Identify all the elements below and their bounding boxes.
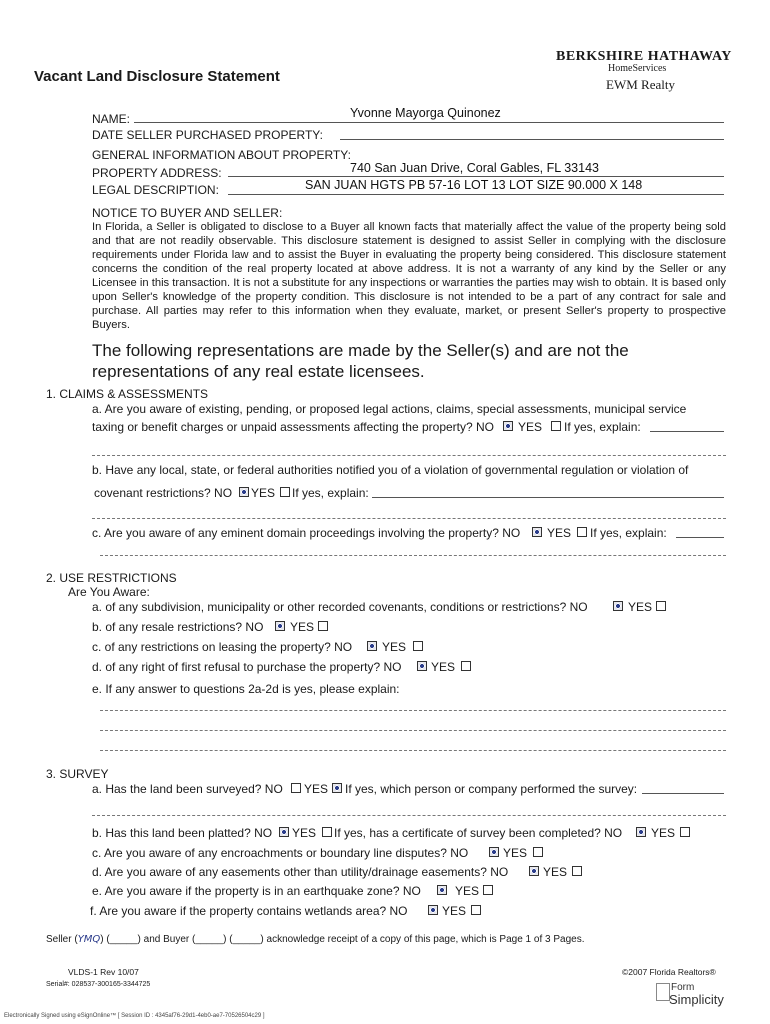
q3c-yes-checkbox[interactable] — [533, 847, 543, 857]
q3b-text: b. Has this land been platted? NO — [92, 826, 273, 840]
q1c-text: c. Are you aware of any eminent domain proceedings involving the property? NO — [92, 526, 521, 540]
address-line — [228, 176, 724, 177]
q1a-no-checkbox[interactable] — [503, 421, 513, 431]
q3f-text: f. Are you aware if the property contains wetlands area? NO — [90, 904, 408, 918]
q3d-yes-checkbox[interactable] — [572, 866, 582, 876]
q2b-no-checkbox[interactable] — [275, 621, 285, 631]
q2d-yes-label: YES — [431, 660, 456, 674]
q1a-explain-label: If yes, explain: — [564, 420, 641, 434]
brand-subname: HomeServices — [608, 63, 667, 74]
q2b-yes-checkbox[interactable] — [318, 621, 328, 631]
q2e-explain-line-3[interactable] — [100, 750, 726, 751]
q3f-yes-label: YES — [442, 904, 467, 918]
q3a-followup-line[interactable] — [642, 793, 724, 794]
copyright: ©2007 Florida Realtors® — [622, 967, 716, 977]
q3b-no-checkbox[interactable] — [279, 827, 289, 837]
form-simplicity-line1: Form — [671, 982, 695, 993]
notice-body: In Florida, a Seller is obligated to disclose to a Buyer all known facts that materially affect the value of the property being sold and that are not readily observable. This disclosure statement is designed to assist Seller in complying with the disclosure requirements under Florida law and to assist the Buyer in evaluating the property being considered. This disclosure statement concerns the condition of the real property located at above address. It is not a warranty of any kind by the Seller or any Licensee in this transaction. It is not a substitute for any inspections or warranties the parties may wish to obtain. It is based only upon Seller's knowledge of the property condition. This disclosure is not intended to be a part of any contract for sale and purchase. All parties may refer to this information when they evaluate, market, or present Seller's property to prospective Buyers. — [92, 221, 726, 331]
q1b-explain-line-2[interactable] — [92, 518, 726, 519]
q2e-text: e. If any answer to questions 2a-2d is yes, please explain: — [92, 682, 400, 696]
form-id: VLDS-1 Rev 10/07 — [68, 967, 139, 977]
q3b-cert-yes-checkbox[interactable] — [680, 827, 690, 837]
q1a-yes-label: YES — [518, 420, 543, 434]
q3b-followup-text: If yes, has a certificate of survey been completed? NO — [334, 826, 623, 840]
q2b-text: b. of any resale restrictions? NO — [92, 620, 264, 634]
q2a-yes-checkbox[interactable] — [656, 601, 666, 611]
q3c-yes-label: YES — [503, 846, 528, 860]
name-label: NAME: — [92, 112, 131, 126]
q1c-yes-label: YES — [547, 526, 572, 540]
section2-heading: 2. USE RESTRICTIONS — [46, 571, 177, 585]
q2d-yes-checkbox[interactable] — [461, 661, 471, 671]
q1a-yes-checkbox[interactable] — [551, 421, 561, 431]
brand-office: EWM Realty — [606, 77, 675, 92]
q2a-text: a. of any subdivision, municipality or other recorded covenants, conditions or restrictions? NO — [92, 600, 588, 614]
q2d-no-checkbox[interactable] — [417, 661, 427, 671]
q3f-no-checkbox[interactable] — [428, 905, 438, 915]
form-simplicity-icon — [656, 983, 670, 1001]
date-purchased-line[interactable] — [340, 139, 724, 140]
q3a-text: a. Has the land been surveyed? NO — [92, 782, 283, 796]
q3a-yes-label: YES — [304, 782, 329, 796]
notice-heading: NOTICE TO BUYER AND SELLER: — [92, 206, 283, 220]
q1b-text: b. Have any local, state, or federal authorities notified you of a violation of governmental regulation or violation of — [92, 463, 689, 477]
q1b-yes-label: YES — [251, 486, 276, 500]
q1b-text-cont: covenant restrictions? NO — [94, 486, 233, 500]
q2e-explain-line-1[interactable] — [100, 710, 726, 711]
serial-number: Serial#: 028537-300165-3344725 — [46, 981, 151, 988]
q3b-cert-yes-label: YES — [651, 826, 676, 840]
q3d-text: d. Are you aware of any easements other than utility/drainage easements? NO — [92, 865, 509, 879]
q3f-yes-checkbox[interactable] — [471, 905, 481, 915]
date-purchased-label: DATE SELLER PURCHASED PROPERTY: — [92, 128, 323, 142]
ack-text: ) (_____) and Buyer (_____) (_____) acknowledge receipt of a copy of this page, which is Page 1 of 3 Pages. — [100, 934, 585, 945]
q2d-text: d. of any right of first refusal to purchase the property? NO — [92, 660, 402, 674]
q2c-yes-checkbox[interactable] — [413, 641, 423, 651]
section2-subheading: Are You Aware: — [68, 585, 150, 599]
section3-heading: 3. SURVEY — [46, 767, 109, 781]
q1b-explain-label: If yes, explain: — [292, 486, 369, 500]
q3a-no-checkbox[interactable] — [291, 783, 301, 793]
q1b-no-checkbox[interactable] — [239, 487, 249, 497]
q1c-explain-line-2[interactable] — [100, 555, 726, 556]
q1b-explain-line[interactable] — [372, 497, 724, 498]
q1b-yes-checkbox[interactable] — [280, 487, 290, 497]
document-title: Vacant Land Disclosure Statement — [34, 68, 280, 85]
q3e-no-checkbox[interactable] — [437, 885, 447, 895]
acknowledgement-line — [46, 934, 584, 945]
legal-line — [228, 194, 724, 195]
seller-initials[interactable]: YMQ — [77, 934, 101, 945]
q1a-explain-line-2[interactable] — [92, 455, 726, 456]
brand-name: BERKSHIRE HATHAWAY — [556, 49, 732, 64]
q1a-text-cont: taxing or benefit charges or unpaid assessments affecting the property? NO — [92, 420, 495, 434]
q2a-no-checkbox[interactable] — [613, 601, 623, 611]
q3b-yes-checkbox[interactable] — [322, 827, 332, 837]
ack-prefix: Seller ( — [46, 934, 78, 945]
q3e-yes-label: YES — [455, 884, 480, 898]
name-line — [134, 122, 724, 123]
q3d-no-checkbox[interactable] — [529, 866, 539, 876]
q3b-yes-label: YES — [292, 826, 317, 840]
q2e-explain-line-2[interactable] — [100, 730, 726, 731]
address-label: PROPERTY ADDRESS: — [92, 166, 222, 180]
q3e-yes-checkbox[interactable] — [483, 885, 493, 895]
q3a-followup-text: If yes, which person or company performed the survey: — [345, 782, 638, 796]
q3c-text: c. Are you aware of any encroachments or boundary line disputes? NO — [92, 846, 469, 860]
q3d-yes-label: YES — [543, 865, 568, 879]
q2c-yes-label: YES — [382, 640, 407, 654]
q1a-explain-line[interactable] — [650, 431, 724, 432]
representations-statement: The following representations are made by the Seller(s) and are not the representations of any real estate licensees. — [92, 341, 629, 381]
general-info-label: GENERAL INFORMATION ABOUT PROPERTY: — [92, 148, 351, 162]
name-value[interactable]: Yvonne Mayorga Quinonez — [350, 106, 501, 120]
q2a-yes-label: YES — [628, 600, 653, 614]
legal-label: LEGAL DESCRIPTION: — [92, 183, 219, 197]
q1c-explain-line[interactable] — [676, 537, 724, 538]
q1a-text: a. Are you aware of existing, pending, or proposed legal actions, claims, special assessments, municipal service — [92, 402, 687, 416]
q3b-cert-no-checkbox[interactable] — [636, 827, 646, 837]
q3a-yes-checkbox[interactable] — [332, 783, 342, 793]
form-simplicity-line2: Simplicity — [669, 992, 724, 1007]
q3e-text: e. Are you aware if the property is in an earthquake zone? NO — [92, 884, 421, 898]
q3c-no-checkbox[interactable] — [489, 847, 499, 857]
q3a-followup-line-2[interactable] — [92, 815, 726, 816]
esign-notice: Electronically Signed using eSignOnline™ [ Session ID : 4345af76-29d1-4eb0-ae7-70526504c29 ] — [4, 1013, 265, 1019]
legal-value[interactable]: SAN JUAN HGTS PB 57-16 LOT 13 LOT SIZE 90.000 X 148 — [305, 178, 643, 192]
q1c-no-checkbox[interactable] — [532, 527, 542, 537]
q2b-yes-label: YES — [290, 620, 315, 634]
q1c-explain-label: If yes, explain: — [590, 526, 667, 540]
q2c-no-checkbox[interactable] — [367, 641, 377, 651]
q2c-text: c. of any restrictions on leasing the property? NO — [92, 640, 353, 654]
q1c-yes-checkbox[interactable] — [577, 527, 587, 537]
section1-heading: 1. CLAIMS & ASSESSMENTS — [46, 387, 209, 401]
address-value[interactable]: 740 San Juan Drive, Coral Gables, FL 33143 — [350, 161, 599, 175]
